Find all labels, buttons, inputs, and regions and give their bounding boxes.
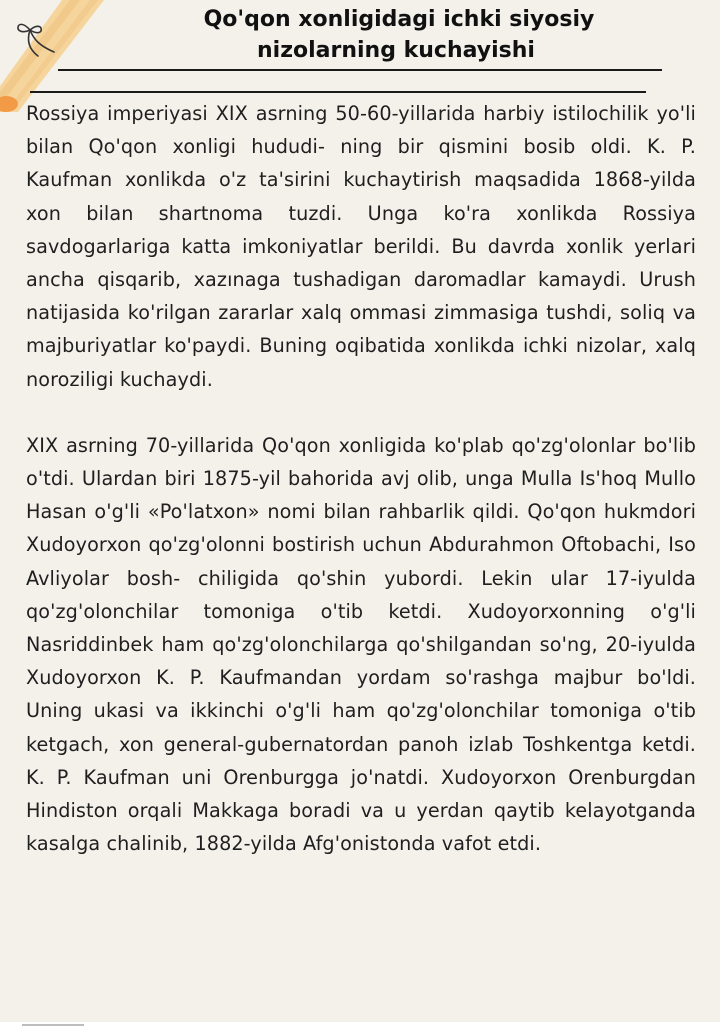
paragraph-2: XIX asrning 70-yillarida Qo'qon xonligida ko'plab qo'zg'olonlar bo'lib o'tdi. Ulardan biri 1875-yil bahorida avj olib, unga Mulla Is'hoq Mullo Hasan o'g'li «Po'latxon» nomi bilan rahbarlik qildi. Qo'qon hukmdori Xudoyorxon qo'zg'olonni bostirish uchun Abdurahmon Oftobachi, Iso Avliyolar bosh- chiligida qo'shin yubordi. Lekin ular 17-iyulda qo'zg'olonchilar tomoniga o'tib ketdi. Xudoyorxonning o'g'li Nasriddinbek ham qo'zg'olonchilarga qo'shilgandan so'ng, 20-iyulda Xudoyorxon K. P. Kaufmandan yordam so'rashga majbur bo'ldi. Uning ukasi va ikkinchi o'g'li ham qo'zg'olonchilar tomoniga o'tib ketgach, xon general-gubernatordan panoh izlab Toshkentga ketdi. K. P. Kaufman uni Orenburgga jo'natdi. Xudoyorxon Orenburgdan Hindiston orqali Makkaga boradi va u yerdan qaytib kelayotganda kasalga chalinib, 1882-yilda Afg'onistonda vafot etdi. xyxy=(26,433,696,856)
page-bottom-edge xyxy=(0,1022,720,1028)
page-title xyxy=(0,4,720,66)
scroll-indicator xyxy=(22,1024,84,1026)
title-line-1: Qo'qon xonligidagi ichki siyosiy xyxy=(203,7,595,32)
section-divider xyxy=(30,91,646,93)
title-line-2: nizolarning kuchayishi xyxy=(257,38,535,63)
article-body xyxy=(26,97,696,860)
title-underline xyxy=(58,69,662,71)
paragraph-1: Rossiya imperiyasi XIX asrning 50-60-yillarida harbiy istilochilik yo'li bilan Qo'qon xonligi hududi- ning bir qismini bosib oldi. K. P. Kaufman xonlikda o'z ta'sirini kuchaytirish maqsadida 1868-yilda xon bilan shartnoma tuzdi. Unga ko'ra xonlikda Rossiya savdogarlariga katta imkoniyatlar berildi. Bu davrda xonlik yerlari ancha qisqarib, xazınaga tushadigan daromadlar kamaydi. Urush natijasida ko'rilgan zararlar xalq ommasi zimmasiga tushdi, soliq va majburiyatlar ko'paydi. Buning oqibatida xonlikda ichki nizolar, xalq noroziligi kuchaydi. xyxy=(26,102,696,391)
